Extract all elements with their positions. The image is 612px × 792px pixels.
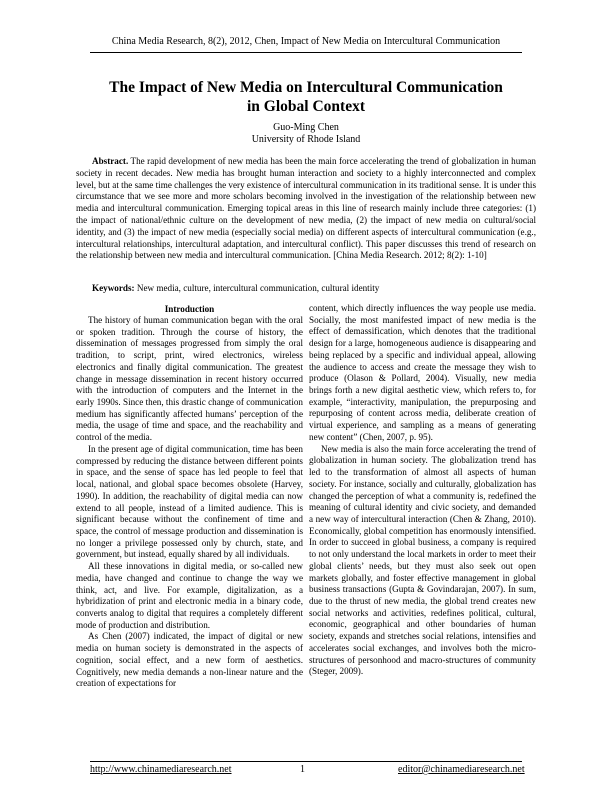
footer-rule: [90, 761, 522, 762]
author-name: Guo-Ming Chen: [273, 122, 339, 133]
abstract-text: The rapid development of new media has been the main force accelerating the trend of globalization in human society in recent decades. New media has brought human interaction and society to a highly interconnected and complex level, but at the same time challenges the very existence of intercultural communication in its traditional sense. It is under this circumstance that we see more and more scholars becoming involved in the investigation of the relationship between new media and intercultural communication. Emerging topical areas in this line of research mainly include three categories: (1) the impact of national/ethnic culture on the development of new media, (2) the impact of new media on cultural/social identity, and (3) the impact of new media (especially social media) on different aspects of intercultural communication (e.g., intercultural relationships, intercultural adaptation, and intercultural conflict). This paper discusses this trend of research on the relationship between new media and intercultural communication. [China Media Research. 2012; 8(2): 1-10]: [76, 156, 536, 261]
author-block: [90, 122, 522, 146]
footer-email-link[interactable]: editor@chinamediaresearch.net: [398, 764, 525, 775]
title-line-1: The Impact of New Media on Intercultural Communication: [109, 79, 503, 96]
left-paragraph-2: In the present age of digital communication, time has been compressed by reducing the distance between different points in space, and the sense of space has led people to feel that local, national, and global space becomes obsolete (Harvey, 1990). In addition, the reachability of digital media can now extend to all people, instead of a limited audience. This is significant because without the confinement of time and space, the control of message production and dissemination is no longer a privilege possessed only by church, state, and government, but instead, equally shared by all individuals.: [76, 443, 303, 560]
section-title-introduction: Introduction: [164, 304, 215, 314]
article-title: [90, 78, 522, 116]
right-paragraph-1: content, which directly influences the way people use media. Socially, the most manifested impact of new media is the effect of demassification, which denotes that the traditional design for a large, homogeneous audience is disappearing and being replaced by a specific and individual appeal, allowing the audience to access and create the message they wish to produce (Olason & Pollard, 2004). Visually, new media brings forth a new digital aesthetic view, which refers to, for example, “interactivity, manipulation, the prepurposing and repurposing of content across media, deliberate creation of virtual experience, and sampling as a means of generating new content” (Chen, 2007, p. 95).: [309, 303, 536, 442]
abstract-label: Abstract.: [92, 156, 129, 166]
keywords-label: Keywords:: [92, 283, 135, 293]
left-paragraph-4: As Chen (2007) indicated, the impact of digital or new media on human society is demonstrated in the aspects of cognition, social effect, and a new form of aesthetics. Cognitively, new media demands a non-linear nature and the creation of expectations for: [76, 631, 303, 689]
right-paragraph-2: New media is also the main force accelerating the trend of globalization in human society. The globalization trend has led to the transformation of almost all aspects of human society. For instance, socially and culturally, globalization has changed the perception of what a community is, redefined the meaning of cultural identity and civic society, and demanded a new way of intercultural interaction (Chen & Zhang, 2010). Economically, global competition has enormously intensified. In order to succeed in global business, a company is required to not only understand the local markets in order to meet their global clients’ needs, but they must also seek out open markets globally, and foster effective management in global business transactions (Gupta & Govindarajan, 2007). In sum, due to the thrust of new media, the global trend creates new social networks and activities, redefines political, cultural, economic, geographical and other boundaries of human society, expands and stretches social relations, intensifies and accelerates social exchanges, and involves both the micro-structures of personhood and macro-structures of community (Steger, 2009).: [309, 443, 536, 677]
page-number: 1: [300, 764, 305, 775]
footer-website-link[interactable]: http://www.chinamediaresearch.net: [90, 764, 232, 775]
running-head: China Media Research, 8(2), 2012, Chen, Impact of New Media on Intercultural Communication: [111, 36, 501, 47]
right-column: [309, 303, 536, 678]
keywords-text: New media, culture, intercultural communication, cultural identity: [136, 283, 380, 293]
keywords: [76, 283, 536, 295]
left-paragraph-1: The history of human communication began with the oral or spoken tradition. Through the course of history, the dissemination of messages progressed from simply the oral tradition, to script, print, wired electronics, wireless electronics and finally digital communication. The greatest change in message dissemination in recent history occurred with the introduction of computers and the Internet in the early 1990s. Since then, this drastic change of communication medium has significantly affected humans’ perception of the media, the usage of time and space, and the reachability and control of the media.: [76, 315, 303, 443]
author-affiliation: University of Rhode Island: [251, 134, 361, 145]
left-paragraph-3: All these innovations in digital media, or so-called new media, have changed and continue to change the way we think, act, and live. For example, digitalization, as a hybridization of print and electronic media in a binary code, converts analog to digital that requires a completely different mode of production and distribution.: [76, 561, 303, 630]
left-column: [76, 303, 303, 690]
title-line-2: in Global Context: [247, 98, 365, 115]
header-rule: [90, 52, 522, 53]
abstract: [76, 156, 536, 262]
